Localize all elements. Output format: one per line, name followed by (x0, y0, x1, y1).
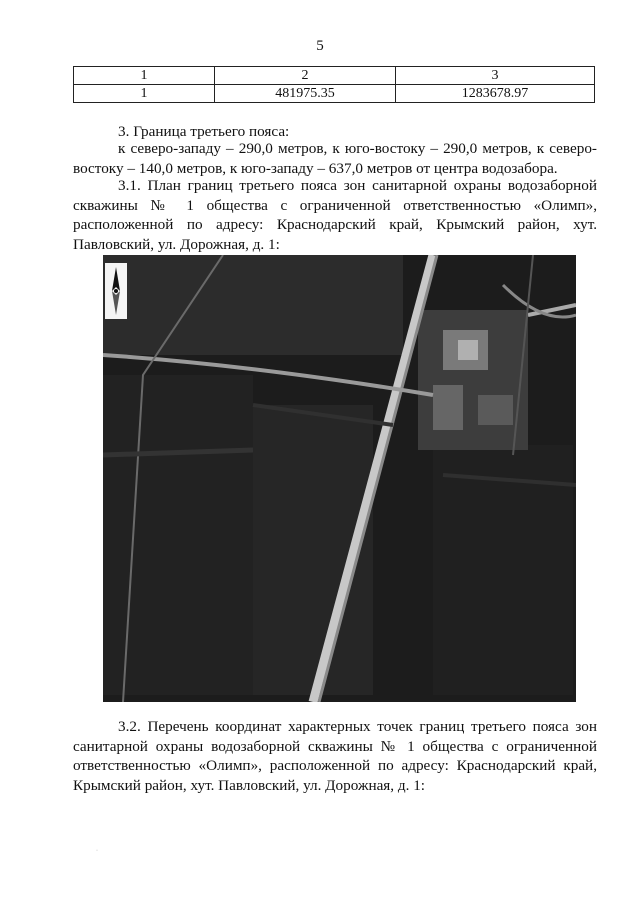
table-header-row (74, 67, 595, 85)
table-row (74, 85, 595, 103)
satellite-map (103, 255, 576, 702)
table-header-cell: 1 (74, 67, 215, 85)
table-header-cell: 2 (215, 67, 396, 85)
section-3-distances: к северо-западу – 290,0 метров, к юго-востоку – 290,0 метров, к северо-востоку – 140,0 метров, к юго-западу – 637,0 метров от центра водозабора. (73, 140, 597, 177)
table-cell: 1 (74, 85, 215, 103)
page-number: 5 (316, 38, 324, 54)
table-header-cell: 3 (396, 67, 595, 85)
table-cell: 1283678.97 (396, 85, 595, 103)
section-3-1-text: 3.1. План границ третьего пояса зон санитарной охраны водозаборной скважины № 1 общества с ограниченной ответственностью «Олимп», расположенной по адресу: Краснодарский край, Крымский район, хут. Павловский, ул. Дорожная, д. 1: (73, 177, 597, 253)
table-cell: 481975.35 (215, 85, 396, 103)
section-3-2-text: 3.2. Перечень координат характерных точек границ третьего пояса зон санитарной охраны водозаборной скважины № 1 общества с ограниченной ответственностью «Олимп», расположенной по адресу: Краснодарский край, Крымский район, хут. Павловский, ул. Дорожная, д. 1: (73, 718, 597, 794)
satellite-image (103, 255, 576, 702)
north-arrow-icon (105, 263, 127, 319)
section-3-heading: 3. Граница третьего пояса: (118, 123, 290, 140)
coordinates-table (73, 66, 595, 103)
scan-speck: · (96, 848, 98, 854)
